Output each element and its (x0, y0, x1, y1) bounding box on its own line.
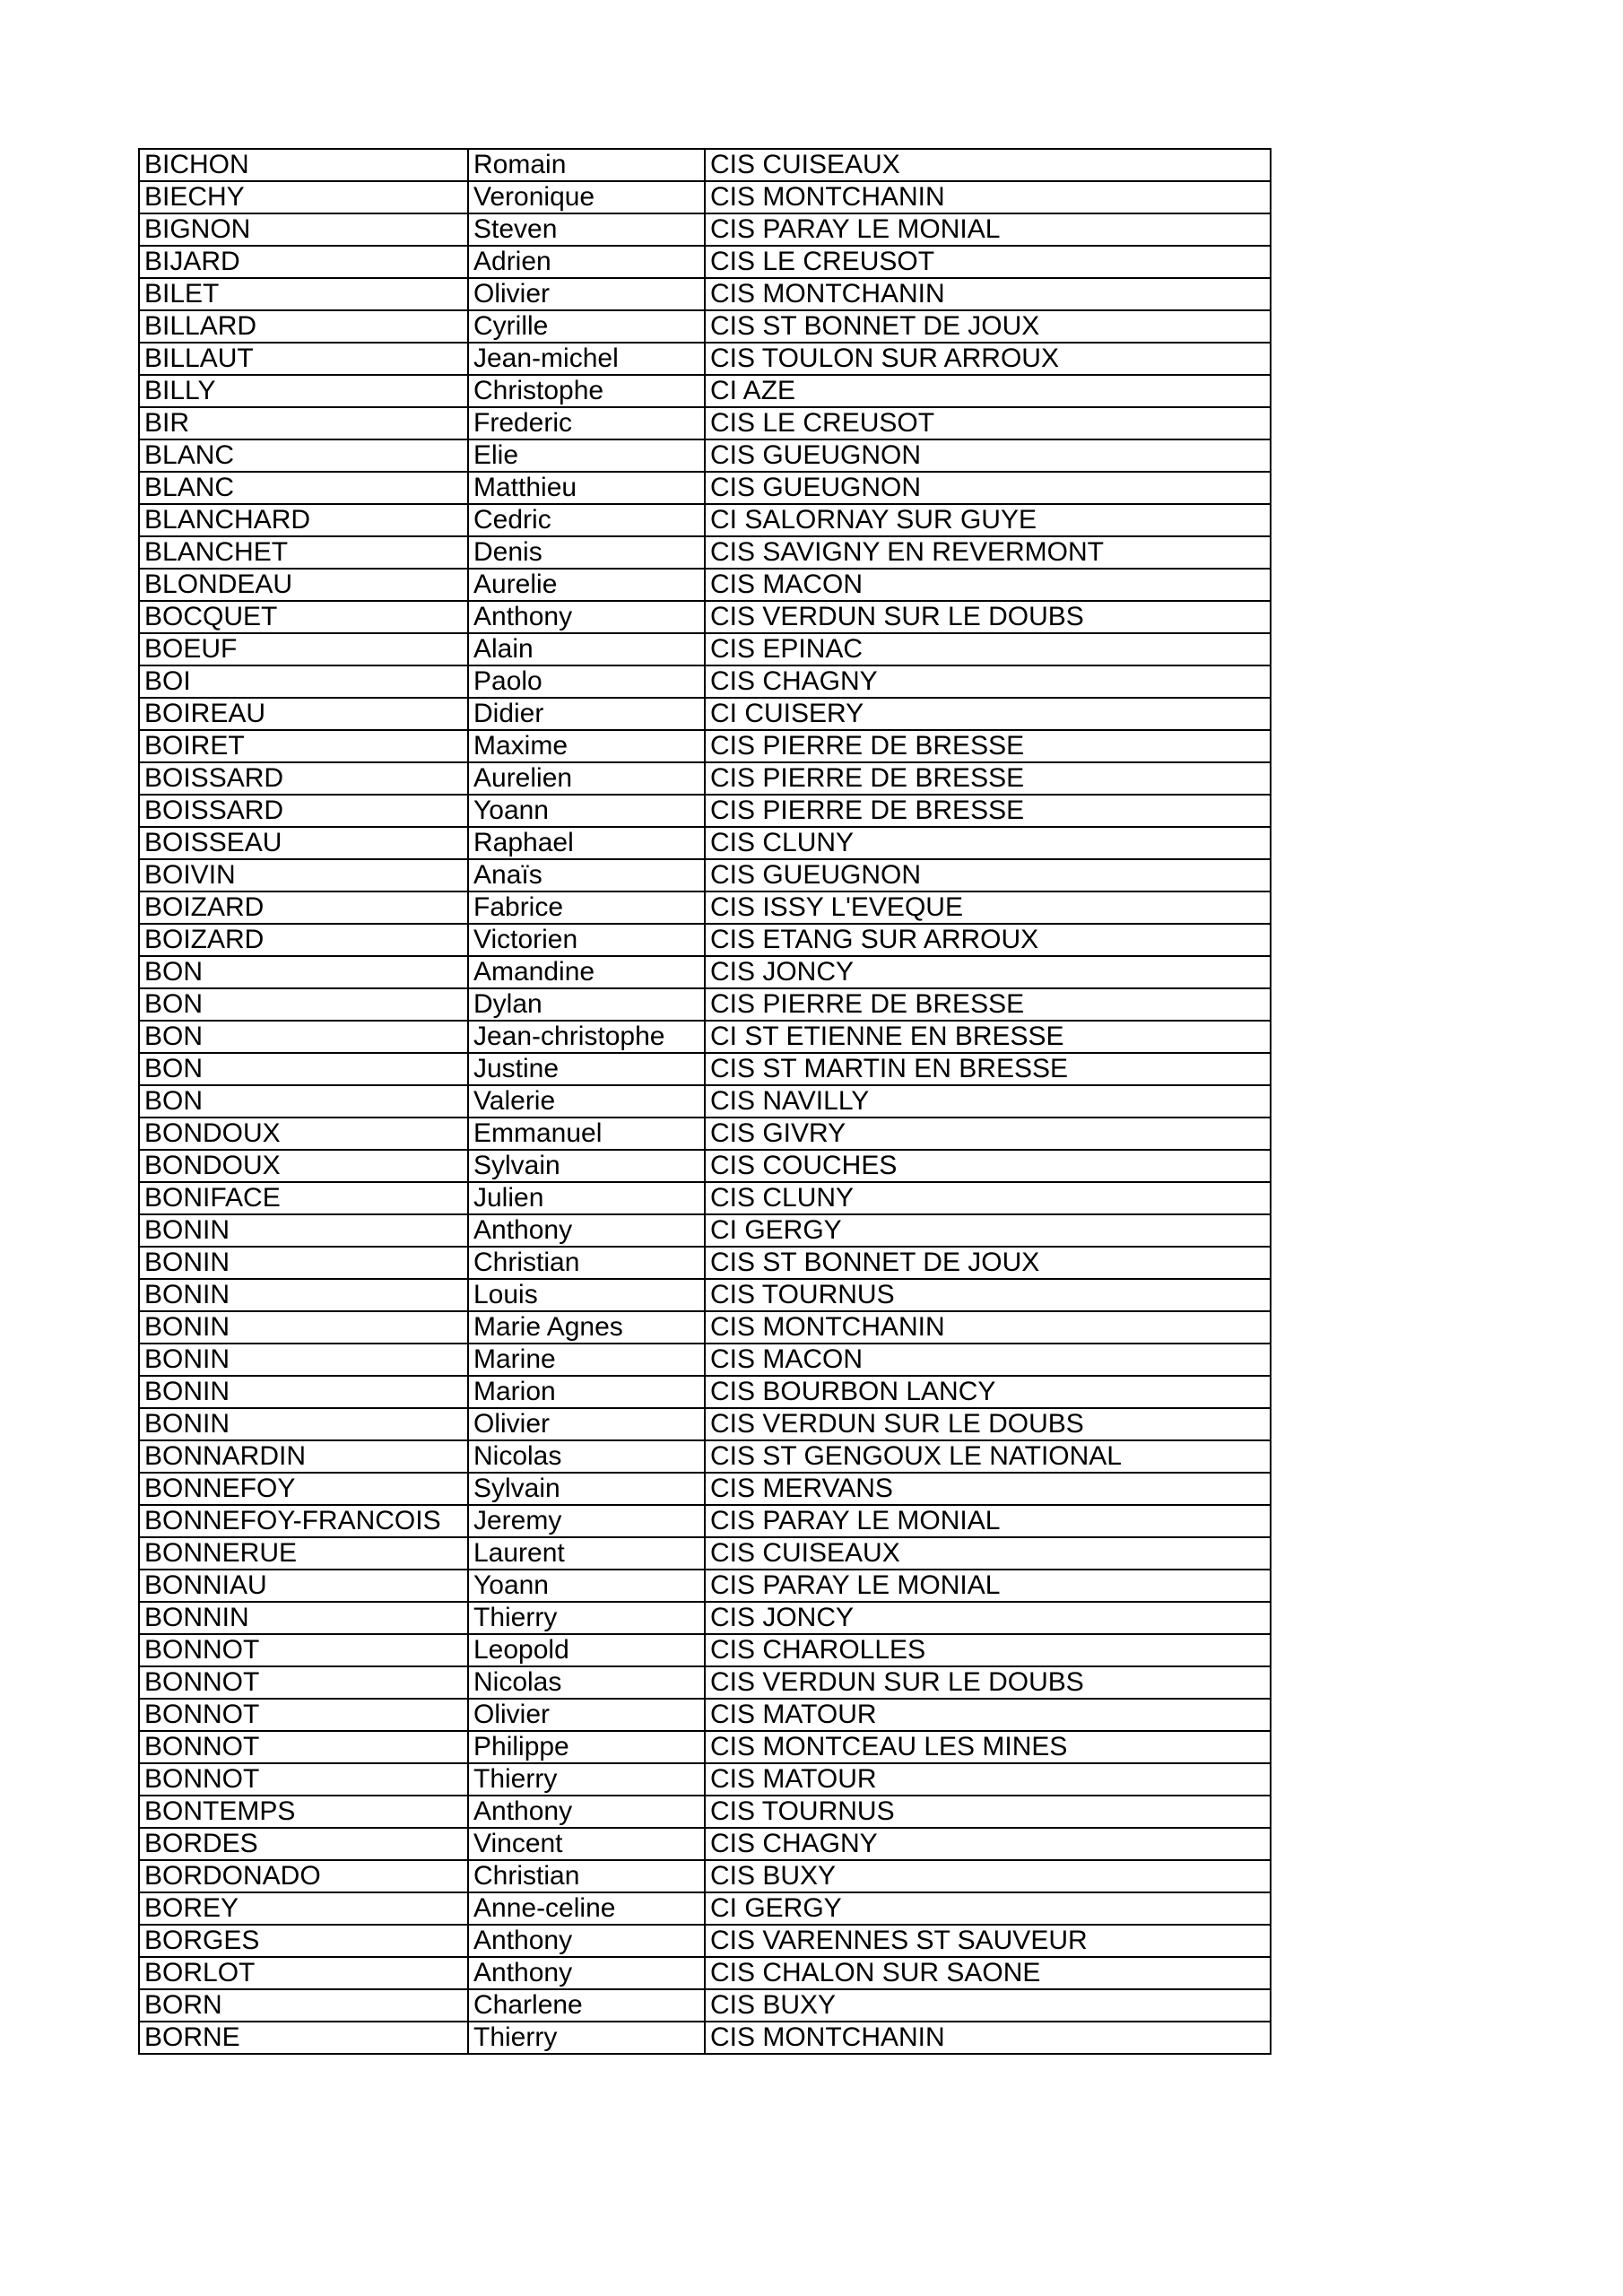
table-row (139, 730, 1271, 762)
table-row (139, 1570, 1271, 1602)
table-row (139, 1731, 1271, 1763)
first-name-cell: Sylvain (468, 1473, 705, 1505)
table-row (139, 859, 1271, 891)
station-cell: CIS PIERRE DE BRESSE (705, 988, 1271, 1021)
station-cell: CIS MONTCHANIN (705, 181, 1271, 213)
station-cell: CIS EPINAC (705, 633, 1271, 665)
last-name-cell: BONIN (139, 1247, 468, 1279)
first-name-cell: Olivier (468, 278, 705, 310)
first-name-cell: Christophe (468, 375, 705, 407)
last-name-cell: BIR (139, 407, 468, 439)
first-name-cell: Marion (468, 1376, 705, 1408)
last-name-cell: BLONDEAU (139, 569, 468, 601)
last-name-cell: BONTEMPS (139, 1796, 468, 1828)
first-name-cell: Maxime (468, 730, 705, 762)
first-name-cell: Yoann (468, 1570, 705, 1602)
first-name-cell: Elie (468, 439, 705, 472)
table-row (139, 1989, 1271, 2022)
station-cell: CIS NAVILLY (705, 1085, 1271, 1118)
station-cell: CIS CHAGNY (705, 1828, 1271, 1860)
last-name-cell: BONNEFOY-FRANCOIS (139, 1505, 468, 1537)
station-cell: CIS MONTCEAU LES MINES (705, 1731, 1271, 1763)
first-name-cell: Aurelien (468, 762, 705, 795)
table-row (139, 633, 1271, 665)
table-row (139, 795, 1271, 827)
station-cell: CIS CUISEAUX (705, 149, 1271, 181)
table-row (139, 1053, 1271, 1085)
table-row (139, 1182, 1271, 1214)
first-name-cell: Nicolas (468, 1666, 705, 1699)
first-name-cell: Laurent (468, 1537, 705, 1570)
last-name-cell: BONDOUX (139, 1150, 468, 1182)
first-name-cell: Marie Agnes (468, 1311, 705, 1344)
last-name-cell: BONNOT (139, 1699, 468, 1731)
last-name-cell: BILLY (139, 375, 468, 407)
table-row (139, 1957, 1271, 1989)
last-name-cell: BONNOT (139, 1763, 468, 1796)
first-name-cell: Denis (468, 536, 705, 569)
last-name-cell: BONIN (139, 1279, 468, 1311)
table-row (139, 891, 1271, 924)
station-cell: CIS ST BONNET DE JOUX (705, 310, 1271, 343)
station-cell: CIS PIERRE DE BRESSE (705, 762, 1271, 795)
table-row (139, 439, 1271, 472)
last-name-cell: BON (139, 1085, 468, 1118)
station-cell: CIS MONTCHANIN (705, 278, 1271, 310)
first-name-cell: Victorien (468, 924, 705, 956)
first-name-cell: Cyrille (468, 310, 705, 343)
table-row (139, 1537, 1271, 1570)
station-cell: CIS GIVRY (705, 1118, 1271, 1150)
first-name-cell: Raphael (468, 827, 705, 859)
table-row (139, 988, 1271, 1021)
table-row (139, 2022, 1271, 2054)
last-name-cell: BONNEFOY (139, 1473, 468, 1505)
station-cell: CIS TOULON SUR ARROUX (705, 343, 1271, 375)
station-cell: CI GERGY (705, 1892, 1271, 1925)
last-name-cell: BORNE (139, 2022, 468, 2054)
table-row (139, 310, 1271, 343)
table-row (139, 956, 1271, 988)
last-name-cell: BONIN (139, 1311, 468, 1344)
station-cell: CIS JONCY (705, 1602, 1271, 1634)
last-name-cell: BLANC (139, 472, 468, 504)
table-row (139, 1214, 1271, 1247)
first-name-cell: Anthony (468, 601, 705, 633)
station-cell: CIS LE CREUSOT (705, 246, 1271, 278)
last-name-cell: BOCQUET (139, 601, 468, 633)
table-row (139, 504, 1271, 536)
last-name-cell: BILLAUT (139, 343, 468, 375)
last-name-cell: BORDONADO (139, 1860, 468, 1892)
last-name-cell: BOEUF (139, 633, 468, 665)
station-cell: CIS BUXY (705, 1860, 1271, 1892)
station-cell: CI CUISERY (705, 698, 1271, 730)
last-name-cell: BONIFACE (139, 1182, 468, 1214)
last-name-cell: BIJARD (139, 246, 468, 278)
table-row (139, 569, 1271, 601)
last-name-cell: BONNOT (139, 1666, 468, 1699)
roster-table-body (139, 149, 1271, 2054)
station-cell: CIS CHAGNY (705, 665, 1271, 698)
last-name-cell: BOISSARD (139, 762, 468, 795)
station-cell: CIS CUISEAUX (705, 1537, 1271, 1570)
station-cell: CIS PARAY LE MONIAL (705, 213, 1271, 246)
table-row (139, 1247, 1271, 1279)
first-name-cell: Anthony (468, 1925, 705, 1957)
last-name-cell: BOIZARD (139, 924, 468, 956)
table-row (139, 1118, 1271, 1150)
first-name-cell: Jean-christophe (468, 1021, 705, 1053)
table-row (139, 536, 1271, 569)
station-cell: CIS MONTCHANIN (705, 1311, 1271, 1344)
station-cell: CIS JONCY (705, 956, 1271, 988)
station-cell: CI AZE (705, 375, 1271, 407)
table-row (139, 343, 1271, 375)
table-row (139, 278, 1271, 310)
station-cell: CIS GUEUGNON (705, 439, 1271, 472)
station-cell: CIS ST BONNET DE JOUX (705, 1247, 1271, 1279)
first-name-cell: Dylan (468, 988, 705, 1021)
station-cell: CIS ST MARTIN EN BRESSE (705, 1053, 1271, 1085)
first-name-cell: Steven (468, 213, 705, 246)
table-row (139, 1440, 1271, 1473)
last-name-cell: BONNARDIN (139, 1440, 468, 1473)
last-name-cell: BOI (139, 665, 468, 698)
first-name-cell: Philippe (468, 1731, 705, 1763)
station-cell: CIS PIERRE DE BRESSE (705, 795, 1271, 827)
last-name-cell: BONIN (139, 1376, 468, 1408)
first-name-cell: Romain (468, 149, 705, 181)
station-cell: CIS PARAY LE MONIAL (705, 1505, 1271, 1537)
last-name-cell: BON (139, 1021, 468, 1053)
station-cell: CIS GUEUGNON (705, 859, 1271, 891)
last-name-cell: BLANCHET (139, 536, 468, 569)
last-name-cell: BIGNON (139, 213, 468, 246)
station-cell: CI ST ETIENNE EN BRESSE (705, 1021, 1271, 1053)
table-row (139, 1602, 1271, 1634)
station-cell: CIS CLUNY (705, 1182, 1271, 1214)
table-row (139, 762, 1271, 795)
last-name-cell: BONNOT (139, 1731, 468, 1763)
first-name-cell: Anne-celine (468, 1892, 705, 1925)
station-cell: CIS SAVIGNY EN REVERMONT (705, 536, 1271, 569)
last-name-cell: BOIRET (139, 730, 468, 762)
station-cell: CIS VERDUN SUR LE DOUBS (705, 1666, 1271, 1699)
first-name-cell: Thierry (468, 2022, 705, 2054)
table-row (139, 827, 1271, 859)
first-name-cell: Thierry (468, 1763, 705, 1796)
station-cell: CIS MATOUR (705, 1763, 1271, 1796)
table-row (139, 375, 1271, 407)
table-row (139, 1925, 1271, 1957)
station-cell: CIS BOURBON LANCY (705, 1376, 1271, 1408)
last-name-cell: BOIREAU (139, 698, 468, 730)
table-row (139, 1085, 1271, 1118)
station-cell: CIS MACON (705, 1344, 1271, 1376)
first-name-cell: Vincent (468, 1828, 705, 1860)
station-cell: CIS MONTCHANIN (705, 2022, 1271, 2054)
first-name-cell: Valerie (468, 1085, 705, 1118)
station-cell: CIS ISSY L'EVEQUE (705, 891, 1271, 924)
first-name-cell: Charlene (468, 1989, 705, 2022)
last-name-cell: BIECHY (139, 181, 468, 213)
table-row (139, 1408, 1271, 1440)
table-row (139, 1311, 1271, 1344)
last-name-cell: BORLOT (139, 1957, 468, 1989)
last-name-cell: BOIZARD (139, 891, 468, 924)
table-row (139, 1505, 1271, 1537)
table-row (139, 1796, 1271, 1828)
last-name-cell: BORN (139, 1989, 468, 2022)
first-name-cell: Jeremy (468, 1505, 705, 1537)
last-name-cell: BOIVIN (139, 859, 468, 891)
table-row (139, 1150, 1271, 1182)
station-cell: CIS TOURNUS (705, 1279, 1271, 1311)
last-name-cell: BILLARD (139, 310, 468, 343)
first-name-cell: Sylvain (468, 1150, 705, 1182)
station-cell: CIS VERDUN SUR LE DOUBS (705, 601, 1271, 633)
table-row (139, 213, 1271, 246)
last-name-cell: BONIN (139, 1344, 468, 1376)
table-row (139, 1828, 1271, 1860)
table-row (139, 1344, 1271, 1376)
first-name-cell: Julien (468, 1182, 705, 1214)
table-row (139, 1376, 1271, 1408)
table-row (139, 1634, 1271, 1666)
first-name-cell: Marine (468, 1344, 705, 1376)
first-name-cell: Justine (468, 1053, 705, 1085)
first-name-cell: Frederic (468, 407, 705, 439)
station-cell: CI GERGY (705, 1214, 1271, 1247)
last-name-cell: BICHON (139, 149, 468, 181)
table-row (139, 1763, 1271, 1796)
last-name-cell: BONNOT (139, 1634, 468, 1666)
last-name-cell: BONNIAU (139, 1570, 468, 1602)
first-name-cell: Yoann (468, 795, 705, 827)
table-row (139, 472, 1271, 504)
last-name-cell: BONIN (139, 1408, 468, 1440)
last-name-cell: BORGES (139, 1925, 468, 1957)
station-cell: CIS MERVANS (705, 1473, 1271, 1505)
first-name-cell: Emmanuel (468, 1118, 705, 1150)
table-row (139, 1473, 1271, 1505)
first-name-cell: Anthony (468, 1796, 705, 1828)
station-cell: CIS TOURNUS (705, 1796, 1271, 1828)
first-name-cell: Didier (468, 698, 705, 730)
station-cell: CIS COUCHES (705, 1150, 1271, 1182)
last-name-cell: BONNIN (139, 1602, 468, 1634)
roster-table (138, 148, 1271, 2055)
last-name-cell: BLANCHARD (139, 504, 468, 536)
first-name-cell: Thierry (468, 1602, 705, 1634)
station-cell: CIS VARENNES ST SAUVEUR (705, 1925, 1271, 1957)
table-row (139, 407, 1271, 439)
first-name-cell: Anaïs (468, 859, 705, 891)
first-name-cell: Fabrice (468, 891, 705, 924)
station-cell: CIS ST GENGOUX LE NATIONAL (705, 1440, 1271, 1473)
station-cell: CIS MACON (705, 569, 1271, 601)
first-name-cell: Louis (468, 1279, 705, 1311)
table-row (139, 1860, 1271, 1892)
first-name-cell: Amandine (468, 956, 705, 988)
last-name-cell: BOISSEAU (139, 827, 468, 859)
table-row (139, 1279, 1271, 1311)
table-row (139, 149, 1271, 181)
first-name-cell: Olivier (468, 1408, 705, 1440)
first-name-cell: Adrien (468, 246, 705, 278)
last-name-cell: BOREY (139, 1892, 468, 1925)
table-row (139, 1666, 1271, 1699)
station-cell: CIS CLUNY (705, 827, 1271, 859)
first-name-cell: Anthony (468, 1214, 705, 1247)
last-name-cell: BLANC (139, 439, 468, 472)
last-name-cell: BONIN (139, 1214, 468, 1247)
first-name-cell: Leopold (468, 1634, 705, 1666)
table-row (139, 665, 1271, 698)
first-name-cell: Nicolas (468, 1440, 705, 1473)
first-name-cell: Olivier (468, 1699, 705, 1731)
first-name-cell: Aurelie (468, 569, 705, 601)
first-name-cell: Veronique (468, 181, 705, 213)
station-cell: CIS LE CREUSOT (705, 407, 1271, 439)
first-name-cell: Christian (468, 1247, 705, 1279)
table-row (139, 1699, 1271, 1731)
first-name-cell: Alain (468, 633, 705, 665)
first-name-cell: Anthony (468, 1957, 705, 1989)
station-cell: CIS PIERRE DE BRESSE (705, 730, 1271, 762)
station-cell: CIS VERDUN SUR LE DOUBS (705, 1408, 1271, 1440)
last-name-cell: BONNERUE (139, 1537, 468, 1570)
last-name-cell: BON (139, 956, 468, 988)
last-name-cell: BON (139, 1053, 468, 1085)
first-name-cell: Paolo (468, 665, 705, 698)
station-cell: CIS BUXY (705, 1989, 1271, 2022)
last-name-cell: BOISSARD (139, 795, 468, 827)
table-row (139, 601, 1271, 633)
station-cell: CIS MATOUR (705, 1699, 1271, 1731)
table-row (139, 1021, 1271, 1053)
table-row (139, 181, 1271, 213)
table-row (139, 924, 1271, 956)
first-name-cell: Jean-michel (468, 343, 705, 375)
table-row (139, 246, 1271, 278)
first-name-cell: Matthieu (468, 472, 705, 504)
last-name-cell: BON (139, 988, 468, 1021)
first-name-cell: Christian (468, 1860, 705, 1892)
table-row (139, 698, 1271, 730)
table-row (139, 1892, 1271, 1925)
station-cell: CIS CHALON SUR SAONE (705, 1957, 1271, 1989)
station-cell: CI SALORNAY SUR GUYE (705, 504, 1271, 536)
station-cell: CIS ETANG SUR ARROUX (705, 924, 1271, 956)
last-name-cell: BILET (139, 278, 468, 310)
last-name-cell: BORDES (139, 1828, 468, 1860)
last-name-cell: BONDOUX (139, 1118, 468, 1150)
station-cell: CIS PARAY LE MONIAL (705, 1570, 1271, 1602)
first-name-cell: Cedric (468, 504, 705, 536)
station-cell: CIS CHAROLLES (705, 1634, 1271, 1666)
station-cell: CIS GUEUGNON (705, 472, 1271, 504)
